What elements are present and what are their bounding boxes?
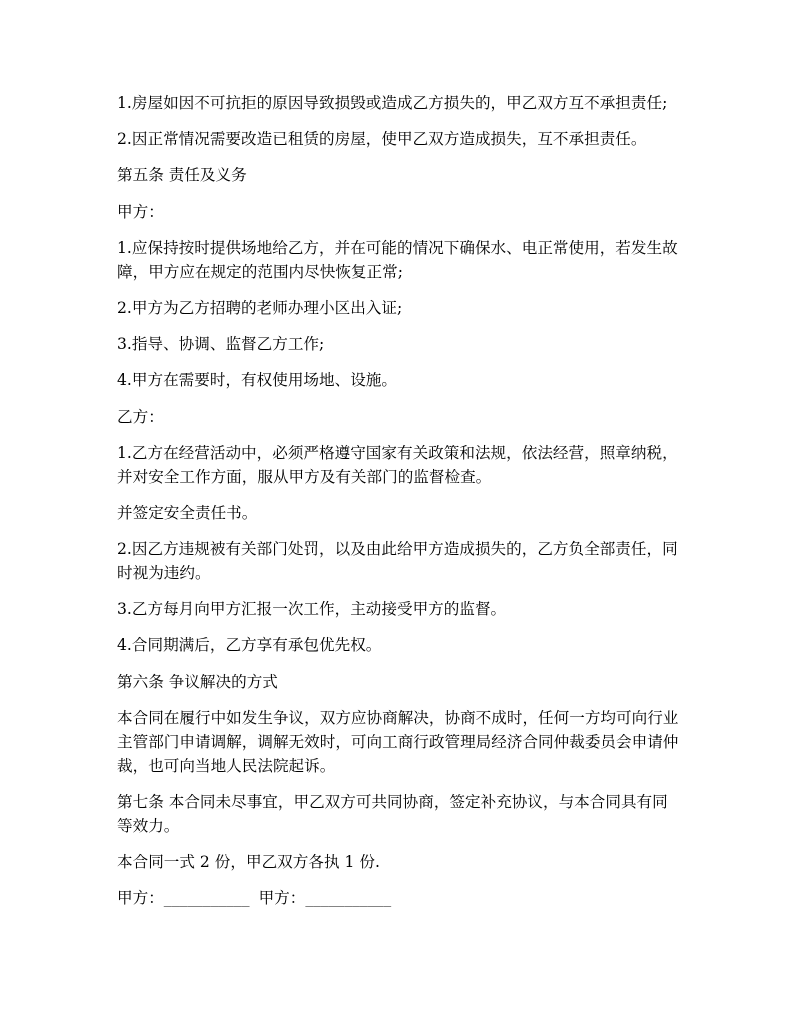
party-a-heading: 甲方： (117, 202, 164, 221)
party-a-duty-1: 1.应保持按时提供场地给乙方，并在可能的情况下确保水、电正常使用，若发生故障，甲方应在规定的范围内尽快恢复正常; (117, 238, 678, 281)
party-b-heading: 乙方： (117, 407, 164, 426)
signature-blank-2: ___________ (305, 889, 392, 908)
signature-blank-1: ___________ (163, 889, 250, 908)
article-6-text: 本合同在履行中如发生争议，双方应协商解决，协商不成时，任何一方均可向行业主管部门申请调解，调解无效时，可向工商行政管理局经济合同仲裁委员会申请仲裁，也可向当地人民法院起诉。 (117, 708, 679, 775)
previous-article-item-2: 2.因正常情况需要改造已租赁的房屋，使甲乙双方造成损失，互不承担责任。 (117, 130, 647, 149)
party-b-duty-4: 4.合同期满后，乙方享有承包优先权。 (117, 636, 382, 655)
party-a-duty-3: 3.指导、协调、监督乙方工作; (117, 335, 325, 354)
party-a-duty-4: 4.甲方在需要时，有权使用场地、设施。 (117, 371, 397, 390)
party-b-duty-2: 2.因乙方违规被有关部门处罚，以及由此给甲方造成损失的，乙方负全部责任，同时视为违约。 (117, 540, 678, 583)
copies-statement: 本合同一式 2 份，甲乙双方各执 1 份. (117, 853, 380, 872)
party-b-duty-1-continued: 并签定安全责任书。 (117, 503, 258, 522)
signature-field-2 (259, 886, 392, 910)
document-body (117, 91, 681, 910)
article-6-heading: 第六条 争议解决的方式 (117, 672, 278, 691)
party-b-duty-1: 1.乙方在经营活动中，必须严格遵守国家有关政策和法规，依法经营，照章纳税，并对安全工作方面，服从甲方及有关部门的监督检查。 (117, 443, 678, 486)
party-b-duty-3: 3.乙方每月向甲方汇报一次工作，主动接受甲方的监督。 (117, 600, 507, 619)
party-a-duty-2: 2.甲方为乙方招聘的老师办理小区出入证; (117, 298, 403, 317)
article-7-text: 第七条 本合同未尽事宜，甲乙双方可共同协商，签定补充协议，与本合同具有同等效力。 (117, 793, 668, 835)
signature-label-1: 甲方： (117, 889, 164, 908)
signature-field-1 (117, 886, 250, 910)
signature-label-2: 甲方： (258, 889, 306, 908)
previous-article-item-1: 1.房屋如因不可抗拒的原因导致损毁或造成乙方损失的，甲乙双方互不承担责任; (117, 94, 668, 112)
article-5-heading: 第五条 责任及义务 (117, 166, 247, 185)
signature-line (117, 886, 681, 910)
